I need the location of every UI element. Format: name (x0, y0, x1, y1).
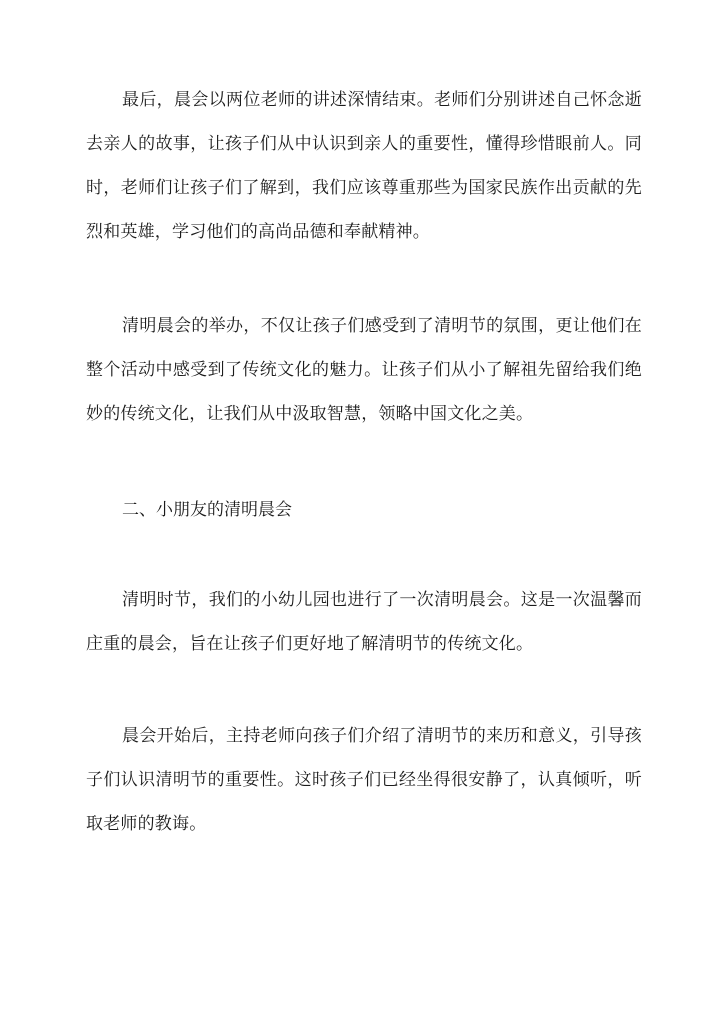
paragraph-intro: 清明时节，我们的小幼儿园也进行了一次清明晨会。这是一次温馨而庄重的晨会，旨在让孩子们更好地了解清明节的传统文化。 (86, 590, 642, 654)
paragraph-closing-teachers: 最后，晨会以两位老师的讲述深情结束。老师们分别讲述自己怀念逝去亲人的故事，让孩子们从中认识到亲人的重要性，懂得珍惜眼前人。同时，老师们让孩子们了解到，我们应该尊重那些为国家民族作出贡献的先烈和英雄，学习他们的高尚品德和奉献精神。 (86, 90, 642, 242)
section-heading: 二、小朋友的清明晨会 (122, 500, 292, 520)
paragraph-morning-meeting: 晨会开始后，主持老师向孩子们介绍了清明节的来历和意义，引导孩子们认识清明节的重要性。这时孩子们已经坐得很安静了，认真倾听，听取老师的教诲。 (86, 726, 642, 834)
paragraph-summary: 清明晨会的举办，不仅让孩子们感受到了清明节的氛围，更让他们在整个活动中感受到了传统文化的魅力。让孩子们从小了解祖先留给我们绝妙的传统文化，让我们从中汲取智慧，领略中国文化之美。 (86, 316, 642, 424)
